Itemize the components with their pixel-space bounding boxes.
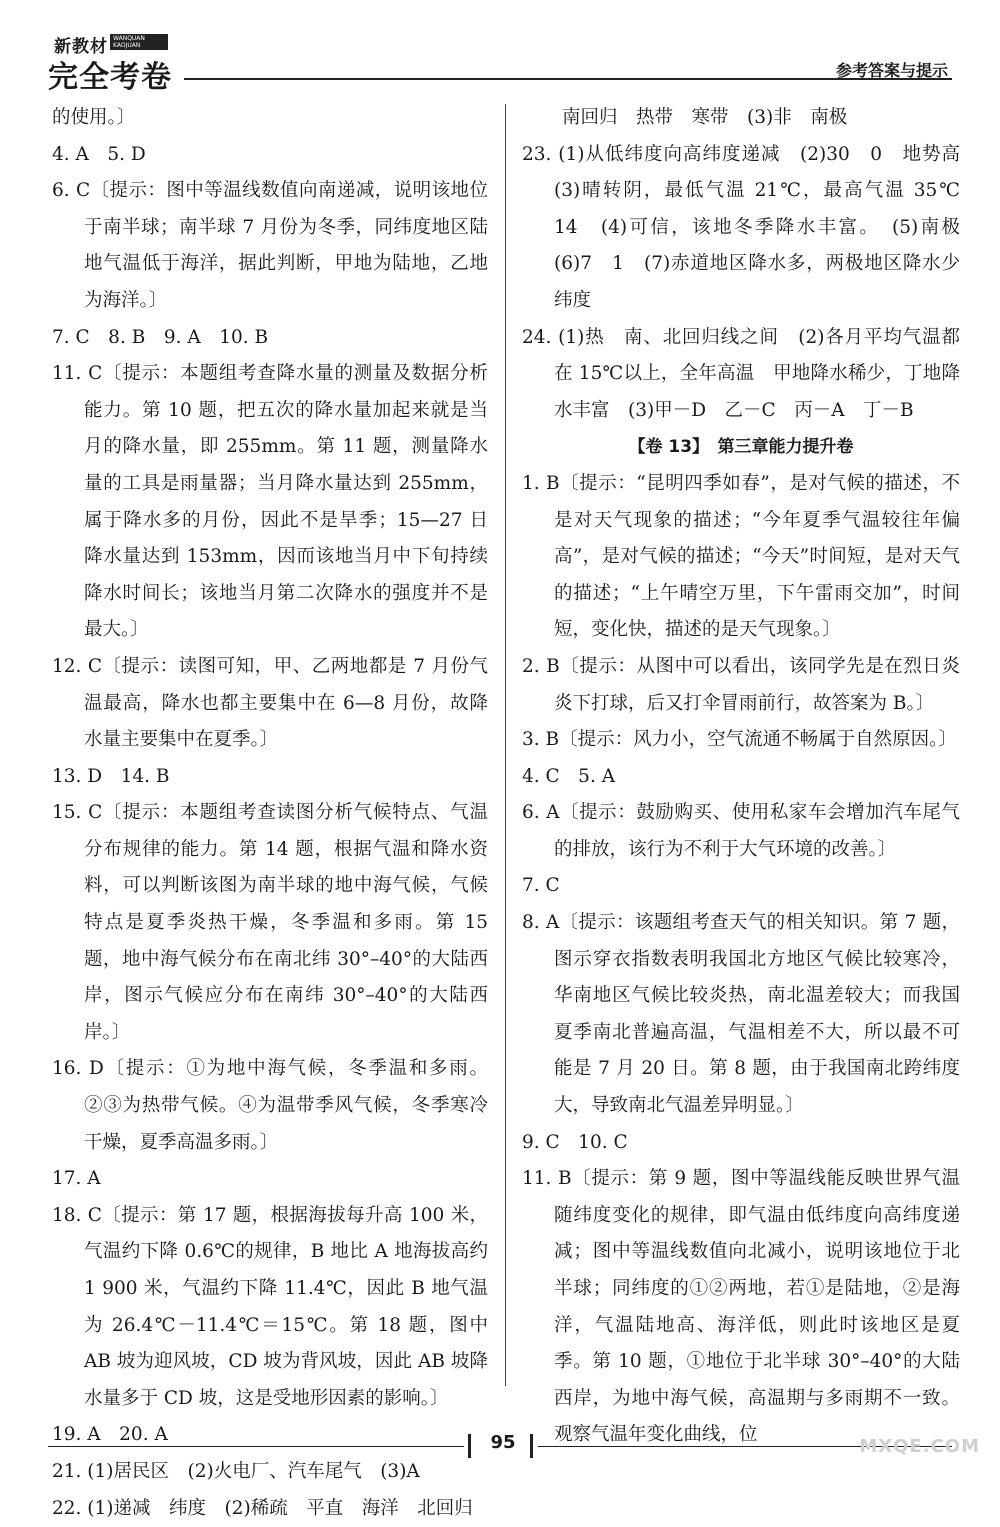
answer-item: 19. A 20. A bbox=[52, 1424, 168, 1446]
footer-bar-right bbox=[530, 1434, 533, 1458]
brand-pinyin-tag: WANQUAN KAOJUAN bbox=[110, 34, 168, 50]
answer-item: 22. (1)递减 纬度 (2)稀疏 平直 海洋 北回归 bbox=[52, 1497, 473, 1519]
answer-item: 3. B〔提示：风力小，空气流通不畅属于自然原因。〕 bbox=[522, 729, 957, 751]
answer-item: 11. C〔提示：本题组考查降水量的测量及数据分析能力。第 10 题，把五次的降水量加起来就是当月的降水量，即 255mm。第 11 题，测量降水量的工具是雨量器；当月降水量达到 255mm，属于降水多的月份，因此不是旱季；15—27 日降水量达到 153mm，因而该地当月中下旬持续降水时间长；该地当月第二次降水的强度并不是最大。〕 bbox=[52, 363, 488, 641]
page-number: 95 bbox=[490, 1432, 516, 1453]
answer-item: 9. C 10. C bbox=[522, 1131, 628, 1153]
brand-subtitle: 新教材 bbox=[54, 37, 108, 57]
answer-item: 18. C〔提示：第 17 题，根据海拔每升高 100 米，气温约下降 0.6℃的规律，B 地比 A 地海拔高约 1 900 米，气温约下降 11.4℃，因此 B 地气温为 26.4℃－11.4℃＝15℃。第 18 题，图中 AB 坡为迎风坡，CD 坡为背风坡，因此 AB 坡降水量多于 CD 坡，这是受地形因素的影响。〕 bbox=[52, 1204, 488, 1409]
answer-item: 24. (1)热 南、北回归线之间 (2)各月平均气温都在 15℃以上，全年高温 甲地降水稀少，丁地降水丰富 (3)甲－D 乙－C 丙－A 丁－B bbox=[522, 326, 960, 421]
answer-continuation: 的使用。〕 bbox=[52, 107, 136, 128]
answer-item: 7. C 8. B 9. A 10. B bbox=[52, 326, 269, 348]
answer-item: 11. B〔提示：第 9 题，图中等温线能反映世界气温随纬度变化的规律，即气温由低纬度向高纬度递减；图中等温线数值向北减小，说明该地位于北半球；同纬度的①②两地，若①是陆地，②是海洋，气温陆地高、海洋低，则此时该地区是夏季。第 10 题，①地位于北半球 30°–40°的大陆西岸，为地中海气候，高温期与多雨期不一致。观察气温年变化曲线，位 bbox=[522, 1168, 960, 1446]
answer-item: 13. D 14. B bbox=[52, 765, 170, 787]
left-column bbox=[52, 100, 488, 1527]
brand-logo: 完全考卷 bbox=[48, 60, 172, 95]
watermark: MXQE.COM bbox=[859, 1436, 980, 1457]
footer-rule-left bbox=[48, 1446, 464, 1447]
answer-item: 2. B〔提示：从图中可以看出，该同学先是在烈日炎炎下打球，后又打伞冒雨前行，故答案为 B。〕 bbox=[522, 655, 960, 714]
answer-item: 23. (1)从低纬度向高纬度递减 (2)30 0 地势高 (3)晴转阴，最低气温 21℃，最高气温 35℃ 14 (4)可信，该地冬季降水丰富。 (5)南极 (6)7 1 (7)赤道地区降水多，两极地区降水少 纬度 bbox=[522, 143, 979, 311]
answer-item: 12. C〔提示：读图可知，甲、乙两地都是 7 月份气温最高，降水也都主要集中在 6—8 月份，故降水量主要集中在夏季。〕 bbox=[52, 655, 488, 751]
right-column bbox=[522, 100, 979, 1454]
answer-item: 8. A〔提示：该题组考查天气的相关知识。第 7 题，图示穿衣指数表明我国北方地区气候比较寒冷，华南地区气候比较炎热，南北温差较大；而我国夏季南北普遍高温，气温相差不大，所以最不可能是 7 月 20 日。第 8 题，由于我国南北跨纬度大，导致南北气温差异明显。〕 bbox=[522, 912, 960, 1117]
answer-item: 6. C〔提示：图中等温线数值向南递减，说明该地位于南半球；南半球 7 月份为冬季，同纬度地区陆地气温低于海洋，据此判断，甲地为陆地，乙地为海洋。〕 bbox=[52, 180, 488, 311]
answer-item: 6. A〔提示：鼓励购买、使用私家车会增加汽车尾气的排放，该行为不利于大气环境的改善。〕 bbox=[522, 802, 960, 860]
page-footer bbox=[48, 1432, 952, 1462]
column-divider bbox=[505, 104, 506, 1386]
answer-item: 1. B〔提示：“昆明四季如春”，是对气候的描述，不是对天气现象的描述；“今年夏季气温较往年偏高”，是对气候的描述；“今天”时间短，是对天气的描述；“上午晴空万里，下午雷雨交加”，时间短，变化快，描述的是天气现象。〕 bbox=[522, 472, 960, 641]
answer-continuation: 南回归 热带 寒带 (3)非 南极 bbox=[562, 107, 848, 128]
answer-item: 21. (1)居民区 (2)火电厂、汽车尾气 (3)A bbox=[52, 1460, 420, 1482]
section-label: 参考答案与提示 bbox=[835, 61, 948, 80]
footer-bar-left bbox=[468, 1434, 471, 1458]
section-title: 【卷 13】 第三章能力提升卷 bbox=[628, 437, 854, 458]
answer-item: 15. C〔提示：本题组考查读图分析气候特点、气温分布规律的能力。第 14 题，根据气温和降水资料，可以判断该图为南半球的地中海气候，气候特点是夏季炎热干燥，冬季温和多雨。第 15 题，地中海气候分布在南北纬 30°–40°的大陆西岸，图示气候应分布在南纬 30°–40°的大陆西岸。〕 bbox=[52, 802, 488, 1043]
answer-item: 4. C 5. A bbox=[522, 765, 616, 787]
answer-item: 16. D〔提示：①为地中海气候，冬季温和多雨。②③为热带气候。④为温带季风气候，冬季寒冷干燥，夏季高温多雨。〕 bbox=[52, 1058, 488, 1153]
page-header bbox=[48, 28, 952, 95]
answer-item: 17. A bbox=[52, 1168, 101, 1190]
answer-item: 4. A 5. D bbox=[52, 143, 146, 165]
answer-item: 7. C bbox=[522, 875, 560, 897]
